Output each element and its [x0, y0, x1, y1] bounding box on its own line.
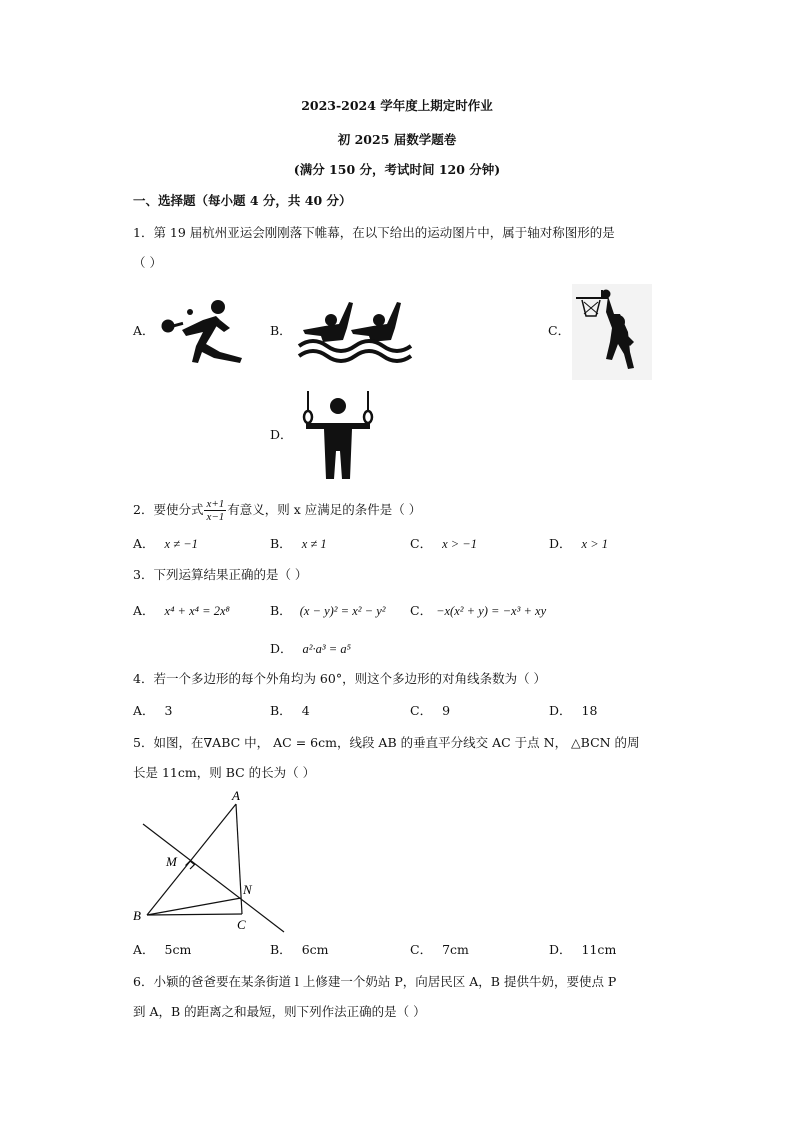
q2-stem-suffix: 有意义，则 x 应满足的条件是（ ）	[227, 502, 422, 517]
label-n: N	[243, 882, 252, 897]
q2-option-a: A． x ≠ −1	[133, 536, 198, 551]
exam-note: (满分 150 分，考试时间 120 分钟)	[293, 162, 501, 177]
q2-option-d: D． x > 1	[549, 536, 609, 551]
table-tennis-icon	[158, 298, 248, 364]
gymnastics-rings-icon	[296, 389, 380, 481]
section-heading: 一、选择题（每小题 4 分，共 40 分）	[133, 193, 352, 208]
q4-option-c: C． 9	[410, 703, 451, 718]
q2-stem	[133, 498, 421, 523]
q4-option-a: A． 3	[133, 703, 173, 718]
q5-option-a: A． 5cm	[133, 942, 192, 957]
label-c: C	[237, 917, 246, 932]
exam-title: 2023-2024 学年度上期定时作业	[301, 98, 493, 113]
q5-option-c: C． 7cm	[410, 942, 469, 957]
q5-stem-line2: 长是 11cm，则 BC 的长为（ ）	[133, 765, 316, 780]
q4-stem: 4．若一个多边形的每个外角均为 60°，则这个多边形的对角线条数为（ ）	[133, 671, 547, 686]
q1-option-c-label: C．	[548, 323, 571, 338]
q1-stem-line1: 1．第 19 届杭州亚运会刚刚落下帷幕，在以下给出的运动图片中，属于轴对称图形的是	[133, 225, 615, 240]
q1-stem-line2: （ ）	[133, 255, 162, 270]
q2-fraction-numerator: x+1	[206, 498, 225, 510]
q3-option-a: A． x⁴ + x⁴ = 2x⁸	[133, 603, 230, 618]
q3-option-d: D． a²·a³ = a⁵	[270, 641, 351, 656]
q5-triangle-figure	[128, 786, 298, 936]
q6-stem-line2: 到 A，B 的距离之和最短，则下列作法正确的是（ ）	[133, 1004, 426, 1019]
segment-bn	[147, 898, 241, 915]
q2-stem-prefix: 2．要使分式	[133, 502, 204, 517]
q5-option-b: B． 6cm	[270, 942, 329, 957]
label-b: B	[133, 908, 141, 923]
segment-ab	[147, 804, 236, 915]
q2-option-c: C． x > −1	[410, 536, 477, 551]
q3-option-c: C． −x(x² + y) = −x³ + xy	[410, 603, 547, 618]
q6-stem-line1: 6．小颖的爸爸要在某条街道 l 上修建一个奶站 P，向居民区 A，B 提供牛奶，要使点 P	[133, 974, 617, 989]
q5-option-d: D． 11cm	[549, 942, 617, 957]
q3-stem: 3．下列运算结果正确的是（ ）	[133, 567, 308, 582]
q3-option-b: B． (x − y)² = x² − y²	[270, 603, 386, 618]
q5-stem-line1: 5．如图，在∇ABC 中， AC = 6cm，线段 AB 的垂直平分线交 AC 于点 N， △BCN 的周	[133, 735, 640, 750]
segment-bc	[147, 914, 242, 915]
q2-option-b: B． x ≠ 1	[270, 536, 327, 551]
basketball-icon	[572, 284, 652, 380]
q4-option-b: B． 4	[270, 703, 310, 718]
perpendicular-bisector	[143, 824, 284, 932]
q1-option-b-label: B．	[270, 323, 292, 338]
q1-option-d-label: D．	[270, 427, 293, 442]
q1-option-a-label: A．	[133, 323, 155, 338]
synchronized-swimming-icon	[295, 298, 411, 366]
label-a: A	[232, 788, 240, 803]
q2-fraction-denominator: x−1	[206, 511, 225, 523]
q2-fraction	[204, 498, 226, 523]
q4-option-d: D． 18	[549, 703, 598, 718]
exam-subtitle: 初 2025 届数学题卷	[337, 132, 457, 147]
label-m: M	[166, 854, 177, 869]
